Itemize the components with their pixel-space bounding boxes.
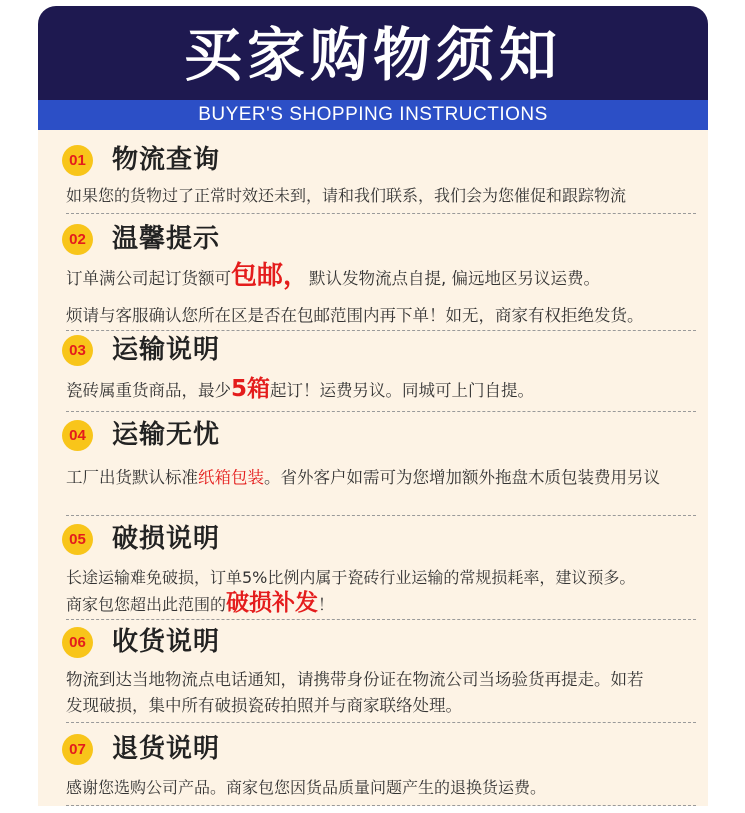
section-text: 如果您的货物过了正常时效还未到，请和我们联系，我们会为您催促和跟踪物流 xyxy=(66,186,627,205)
section-number-badge: 06 xyxy=(62,627,93,658)
section-title: 运输无忧 xyxy=(112,420,221,450)
section-title: 温馨提示 xyxy=(112,224,221,254)
section-title: 退货说明 xyxy=(112,734,221,764)
section-text: 烦请与客服确认您所在区是否在包邮范围内再下单！如无，商家有权拒绝发货。 xyxy=(66,306,644,325)
section-text: 商家包您超出此范围的破损补发！ xyxy=(66,590,335,616)
section-title: 物流查询 xyxy=(112,145,221,175)
divider xyxy=(66,330,696,331)
divider xyxy=(66,619,696,620)
section-number-badge: 02 xyxy=(62,224,93,255)
section-text: 工厂出货默认标准纸箱包装。省外客户如需可为您增加额外拖盘木质包装费用另议 xyxy=(66,468,660,487)
page-title: 买家购物须知 xyxy=(183,21,562,89)
section-text: 长途运输难免破损，订单5%比例内属于瓷砖行业运输的常规损耗率，建议预多。 xyxy=(66,568,636,587)
divider xyxy=(66,722,696,723)
section-text: 物流到达当地物流点电话通知，请携带身份证在物流公司当场验货再提走。如若 xyxy=(66,670,644,689)
section-title: 运输说明 xyxy=(112,335,221,365)
divider xyxy=(66,805,696,806)
section-title: 破损说明 xyxy=(112,524,221,554)
page-subtitle: BUYER'S SHOPPING INSTRUCTIONS xyxy=(38,100,708,130)
header-banner xyxy=(38,6,708,100)
section-text: 发现破损，集中所有破损瓷砖拍照并与商家联络处理。 xyxy=(66,696,462,715)
section-title: 收货说明 xyxy=(112,627,221,657)
section-number-badge: 04 xyxy=(62,420,93,451)
divider xyxy=(66,411,696,412)
divider xyxy=(66,213,696,214)
section-number-badge: 01 xyxy=(62,145,93,176)
section-number-badge: 05 xyxy=(62,524,93,555)
section-number-badge: 07 xyxy=(62,734,93,765)
section-number-badge: 03 xyxy=(62,335,93,366)
section-text: 订单满公司起订货额可包邮，默认发物流点自提, 偏远地区另议运费。 xyxy=(66,261,601,291)
shopping-instructions-card xyxy=(38,6,708,806)
divider xyxy=(66,515,696,516)
section-text: 瓷砖属重货商品，最少5箱起订！运费另议。同城可上门自提。 xyxy=(66,376,535,402)
section-text: 感谢您选购公司产品。商家包您因货品质量问题产生的退换货运费。 xyxy=(66,778,547,797)
